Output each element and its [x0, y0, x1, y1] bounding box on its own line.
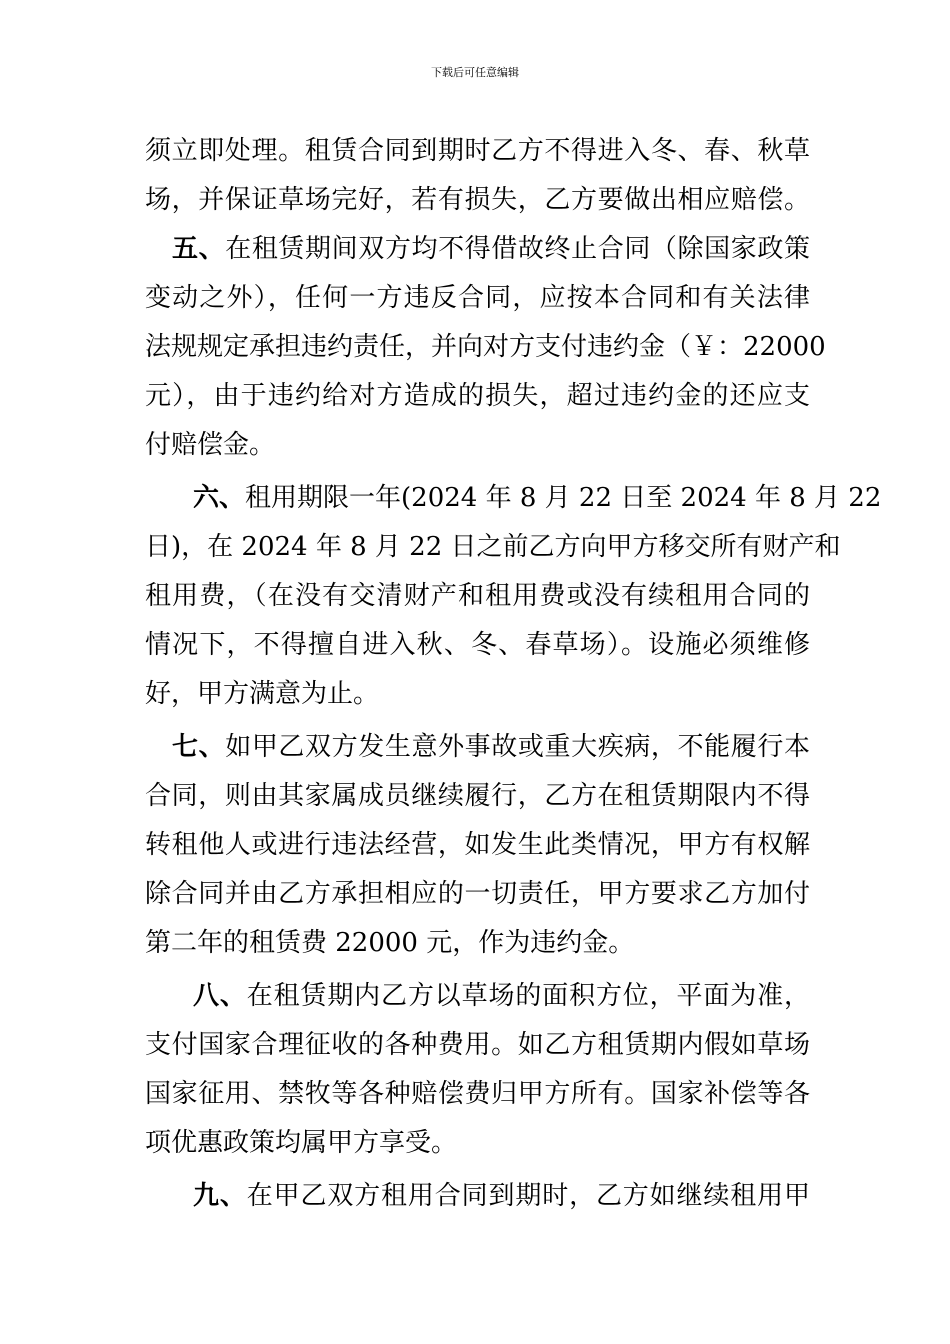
clause-number: 五、 [172, 234, 226, 264]
text-line: 国家征用、禁牧等各种赔偿费归甲方所有。国家补偿等各 [145, 1079, 810, 1109]
text-line: 法规规定承担违约责任，并向对方支付违约金（￥：22000 [145, 332, 826, 362]
clause-text: 如甲乙双方发生意外事故或重大疾病，不能履行本 [225, 732, 810, 762]
clause-5-first-line [172, 229, 810, 269]
text-line: 租用费，（在没有交清财产和租用费或没有续租用合同的 [145, 581, 810, 611]
page-header: 下载后可任意编辑 [431, 66, 519, 79]
text-line: 场，并保证草场完好，若有损失，乙方要做出相应赔偿。 [145, 185, 810, 215]
clause-text: 租用期限一年(2024 年 8 月 22 日至 2024 年 8 月 22 [245, 483, 882, 513]
clause-text: 在租赁期内乙方以草场的面积方位，平面为准， [246, 981, 810, 1011]
clause-number: 九、 [193, 1181, 247, 1211]
text-line: 项优惠政策均属甲方享受。 [145, 1128, 458, 1158]
clause-8-first-line [193, 976, 810, 1016]
clause-number: 六、 [193, 483, 246, 513]
clause-text: 在甲乙双方租用合同到期时，乙方如继续租用甲 [246, 1181, 810, 1211]
text-line: 情况下，不得擅自进入秋、冬、春草场）。设施必须维修 [145, 630, 810, 660]
clause-9-first-line [193, 1176, 810, 1216]
text-line: 须立即处理。租赁合同到期时乙方不得进入冬、春、秋草 [145, 136, 810, 166]
text-line: 日)，在 2024 年 8 月 22 日之前乙方向甲方移交所有财产和 [145, 532, 841, 562]
text-line: 支付国家合理征收的各种费用。如乙方租赁期内假如草场 [145, 1030, 810, 1060]
clause-7-first-line [172, 727, 810, 767]
clause-6-first-line [193, 478, 882, 518]
clause-number: 八、 [193, 981, 247, 1011]
clause-number: 七、 [172, 732, 226, 762]
text-line: 合同，则由其家属成员继续履行，乙方在租赁期限内不得 [145, 781, 810, 811]
text-line: 元），由于违约给对方造成的损失，超过违约金的还应支 [145, 381, 810, 411]
text-line: 转租他人或进行违法经营，如发生此类情况，甲方有权解 [145, 830, 810, 860]
text-line: 付赔偿金。 [145, 430, 276, 460]
clause-text: 在租赁期间双方均不得借故终止合同（除国家政策 [225, 234, 810, 264]
text-line: 变动之外），任何一方违反合同，应按本合同和有关法律 [145, 283, 810, 313]
text-line: 第二年的租赁费 22000 元，作为违约金。 [145, 928, 635, 958]
text-line: 好，甲方满意为止。 [145, 679, 380, 709]
text-line: 除合同并由乙方承担相应的一切责任，甲方要求乙方加付 [145, 879, 810, 909]
